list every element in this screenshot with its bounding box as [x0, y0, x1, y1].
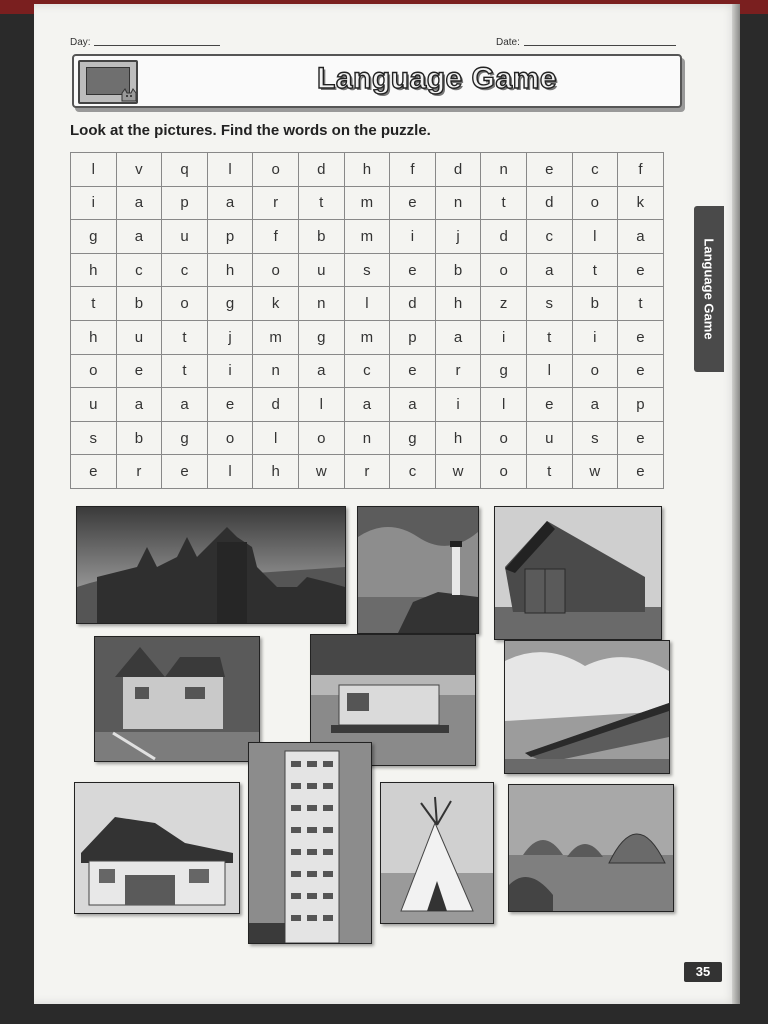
puzzle-cell[interactable]: d — [253, 388, 299, 422]
cottage-photo — [94, 636, 260, 762]
puzzle-cell[interactable]: b — [116, 421, 162, 455]
puzzle-cell[interactable]: h — [253, 455, 299, 489]
puzzle-cell[interactable]: e — [390, 186, 436, 220]
puzzle-cell[interactable]: o — [572, 354, 618, 388]
puzzle-cell[interactable]: t — [162, 320, 208, 354]
puzzle-cell[interactable]: a — [390, 388, 436, 422]
puzzle-cell[interactable]: d — [481, 220, 527, 254]
puzzle-cell[interactable]: o — [71, 354, 117, 388]
puzzle-cell[interactable]: s — [526, 287, 572, 321]
puzzle-cell[interactable]: o — [253, 153, 299, 187]
puzzle-cell[interactable]: h — [207, 253, 253, 287]
puzzle-cell[interactable]: l — [71, 153, 117, 187]
puzzle-row — [71, 455, 664, 489]
puzzle-cell[interactable]: b — [435, 253, 481, 287]
puzzle-cell[interactable]: o — [481, 455, 527, 489]
puzzle-cell[interactable]: n — [298, 287, 344, 321]
puzzle-cell[interactable]: o — [481, 253, 527, 287]
puzzle-cell[interactable]: e — [526, 388, 572, 422]
puzzle-cell[interactable]: l — [207, 153, 253, 187]
puzzle-cell[interactable]: b — [298, 220, 344, 254]
puzzle-cell[interactable]: t — [298, 186, 344, 220]
lighthouse-photo — [357, 506, 479, 634]
puzzle-cell[interactable]: o — [207, 421, 253, 455]
date-line — [524, 45, 676, 46]
puzzle-cell[interactable]: g — [298, 320, 344, 354]
section-tab-label: Language Game — [701, 238, 717, 340]
puzzle-cell[interactable]: e — [207, 388, 253, 422]
puzzle-cell[interactable]: i — [71, 186, 117, 220]
castle-photo — [76, 506, 346, 624]
puzzle-cell[interactable]: l — [481, 388, 527, 422]
puzzle-row — [71, 220, 664, 254]
puzzle-cell[interactable]: b — [116, 287, 162, 321]
puzzle-cell[interactable]: d — [390, 287, 436, 321]
puzzle-cell[interactable]: w — [572, 455, 618, 489]
puzzle-cell[interactable]: r — [116, 455, 162, 489]
puzzle-cell[interactable]: g — [207, 287, 253, 321]
puzzle-row — [71, 421, 664, 455]
puzzle-cell[interactable]: m — [253, 320, 299, 354]
puzzle-cell[interactable]: i — [481, 320, 527, 354]
puzzle-cell[interactable]: o — [481, 421, 527, 455]
puzzle-cell[interactable]: e — [390, 253, 436, 287]
puzzle-cell[interactable]: k — [253, 287, 299, 321]
puzzle-cell[interactable]: j — [435, 220, 481, 254]
puzzle-cell[interactable]: p — [207, 220, 253, 254]
puzzle-cell[interactable]: l — [344, 287, 390, 321]
puzzle-cell[interactable]: l — [572, 220, 618, 254]
puzzle-cell[interactable]: g — [71, 220, 117, 254]
puzzle-cell[interactable]: v — [116, 153, 162, 187]
puzzle-cell[interactable]: e — [618, 253, 664, 287]
puzzle-cell[interactable]: t — [572, 253, 618, 287]
puzzle-cell[interactable]: g — [390, 421, 436, 455]
puzzle-cell[interactable]: m — [344, 186, 390, 220]
puzzle-cell[interactable]: w — [435, 455, 481, 489]
puzzle-cell[interactable]: p — [390, 320, 436, 354]
puzzle-row — [71, 253, 664, 287]
section-tab — [694, 206, 724, 372]
puzzle-cell[interactable]: f — [618, 153, 664, 187]
puzzle-cell[interactable]: e — [71, 455, 117, 489]
puzzle-cell[interactable]: u — [162, 220, 208, 254]
puzzle-cell[interactable]: i — [207, 354, 253, 388]
puzzle-cell[interactable]: h — [435, 421, 481, 455]
puzzle-cell[interactable]: e — [162, 455, 208, 489]
puzzle-row — [71, 354, 664, 388]
puzzle-cell[interactable]: a — [116, 186, 162, 220]
apartment-tower-photo — [248, 742, 372, 944]
puzzle-cell[interactable]: e — [116, 354, 162, 388]
puzzle-cell[interactable]: a — [116, 388, 162, 422]
puzzle-cell[interactable]: r — [253, 186, 299, 220]
puzzle-cell[interactable]: f — [253, 220, 299, 254]
puzzle-cell[interactable]: c — [572, 153, 618, 187]
puzzle-row — [71, 388, 664, 422]
puzzle-cell[interactable]: t — [526, 455, 572, 489]
puzzle-cell[interactable]: f — [390, 153, 436, 187]
instruction-text: Look at the pictures. Find the words on the puzzle. — [70, 122, 431, 139]
puzzle-cell[interactable]: l — [253, 421, 299, 455]
puzzle-cell[interactable]: w — [298, 455, 344, 489]
puzzle-cell[interactable]: a — [298, 354, 344, 388]
puzzle-cell[interactable]: t — [526, 320, 572, 354]
puzzle-cell[interactable]: u — [71, 388, 117, 422]
puzzle-cell[interactable]: c — [344, 354, 390, 388]
puzzle-cell[interactable]: h — [71, 320, 117, 354]
puzzle-cell[interactable]: o — [572, 186, 618, 220]
puzzle-cell[interactable]: e — [618, 421, 664, 455]
puzzle-cell[interactable]: l — [526, 354, 572, 388]
puzzle-cell[interactable]: c — [390, 455, 436, 489]
page-number: 35 — [684, 962, 722, 982]
puzzle-cell[interactable]: i — [435, 388, 481, 422]
puzzle-cell[interactable]: d — [298, 153, 344, 187]
puzzle-cell[interactable]: d — [435, 153, 481, 187]
puzzle-cell[interactable]: o — [162, 287, 208, 321]
puzzle-cell[interactable]: a — [435, 320, 481, 354]
tepee-photo — [380, 782, 494, 924]
puzzle-cell[interactable]: e — [526, 153, 572, 187]
puzzle-cell[interactable]: a — [618, 220, 664, 254]
puzzle-cell[interactable]: a — [162, 388, 208, 422]
puzzle-cell[interactable]: r — [435, 354, 481, 388]
puzzle-cell[interactable]: t — [481, 186, 527, 220]
puzzle-cell[interactable]: a — [116, 220, 162, 254]
puzzle-cell[interactable]: p — [162, 186, 208, 220]
puzzle-cell[interactable]: i — [572, 320, 618, 354]
puzzle-cell[interactable]: o — [253, 253, 299, 287]
puzzle-cell[interactable]: e — [618, 354, 664, 388]
puzzle-cell[interactable]: r — [344, 455, 390, 489]
puzzle-row — [71, 320, 664, 354]
puzzle-cell[interactable]: i — [390, 220, 436, 254]
puzzle-cell[interactable]: a — [526, 253, 572, 287]
puzzle-cell[interactable]: l — [298, 388, 344, 422]
day-line — [94, 45, 220, 46]
page-title: Language Game — [317, 62, 557, 95]
cat-icon — [120, 88, 138, 102]
puzzle-cell[interactable]: q — [162, 153, 208, 187]
puzzle-cell[interactable]: s — [572, 421, 618, 455]
puzzle-cell[interactable]: d — [526, 186, 572, 220]
workbook-page — [34, 4, 738, 1004]
puzzle-row — [71, 153, 664, 187]
puzzle-cell[interactable]: t — [162, 354, 208, 388]
puzzle-cell[interactable]: n — [435, 186, 481, 220]
puzzle-cell[interactable]: t — [71, 287, 117, 321]
puzzle-cell[interactable]: b — [572, 287, 618, 321]
puzzle-cell[interactable]: e — [390, 354, 436, 388]
puzzle-cell[interactable]: u — [116, 320, 162, 354]
puzzle-cell[interactable]: n — [481, 153, 527, 187]
puzzle-cell[interactable]: t — [618, 287, 664, 321]
puzzle-cell[interactable]: c — [526, 220, 572, 254]
suburban-house-photo — [74, 782, 240, 914]
puzzle-cell[interactable]: u — [298, 253, 344, 287]
puzzle-cell[interactable]: m — [344, 320, 390, 354]
monitor-icon — [78, 60, 138, 104]
puzzle-cell[interactable]: u — [526, 421, 572, 455]
puzzle-cell[interactable]: a — [572, 388, 618, 422]
puzzle-row — [71, 287, 664, 321]
puzzle-cell[interactable]: s — [71, 421, 117, 455]
puzzle-cell[interactable]: a — [344, 388, 390, 422]
puzzle-cell[interactable]: h — [71, 253, 117, 287]
puzzle-cell[interactable]: e — [618, 320, 664, 354]
word-search-puzzle — [70, 152, 664, 489]
book-spine-edge — [732, 4, 740, 1004]
puzzle-row — [71, 186, 664, 220]
barn-photo — [494, 506, 662, 640]
puzzle-cell[interactable]: j — [207, 320, 253, 354]
date-label: Date: — [496, 37, 520, 48]
puzzle-cell[interactable]: g — [481, 354, 527, 388]
puzzle-cell[interactable]: h — [435, 287, 481, 321]
puzzle-cell[interactable]: s — [344, 253, 390, 287]
puzzle-cell[interactable]: c — [116, 253, 162, 287]
puzzle-cell[interactable]: k — [618, 186, 664, 220]
puzzle-cell[interactable]: o — [298, 421, 344, 455]
puzzle-cell[interactable]: p — [618, 388, 664, 422]
puzzle-cell[interactable]: c — [162, 253, 208, 287]
puzzle-cell[interactable]: h — [344, 153, 390, 187]
puzzle-cell[interactable]: l — [207, 455, 253, 489]
puzzle-cell[interactable]: z — [481, 287, 527, 321]
title-banner — [72, 54, 682, 108]
puzzle-cell[interactable]: e — [618, 455, 664, 489]
puzzle-cell[interactable]: n — [253, 354, 299, 388]
longhouse-photo — [504, 640, 670, 774]
igloo-photo — [508, 784, 674, 912]
puzzle-cell[interactable]: n — [344, 421, 390, 455]
puzzle-cell[interactable]: m — [344, 220, 390, 254]
puzzle-cell[interactable]: g — [162, 421, 208, 455]
day-label: Day: — [70, 37, 91, 48]
puzzle-cell[interactable]: a — [207, 186, 253, 220]
